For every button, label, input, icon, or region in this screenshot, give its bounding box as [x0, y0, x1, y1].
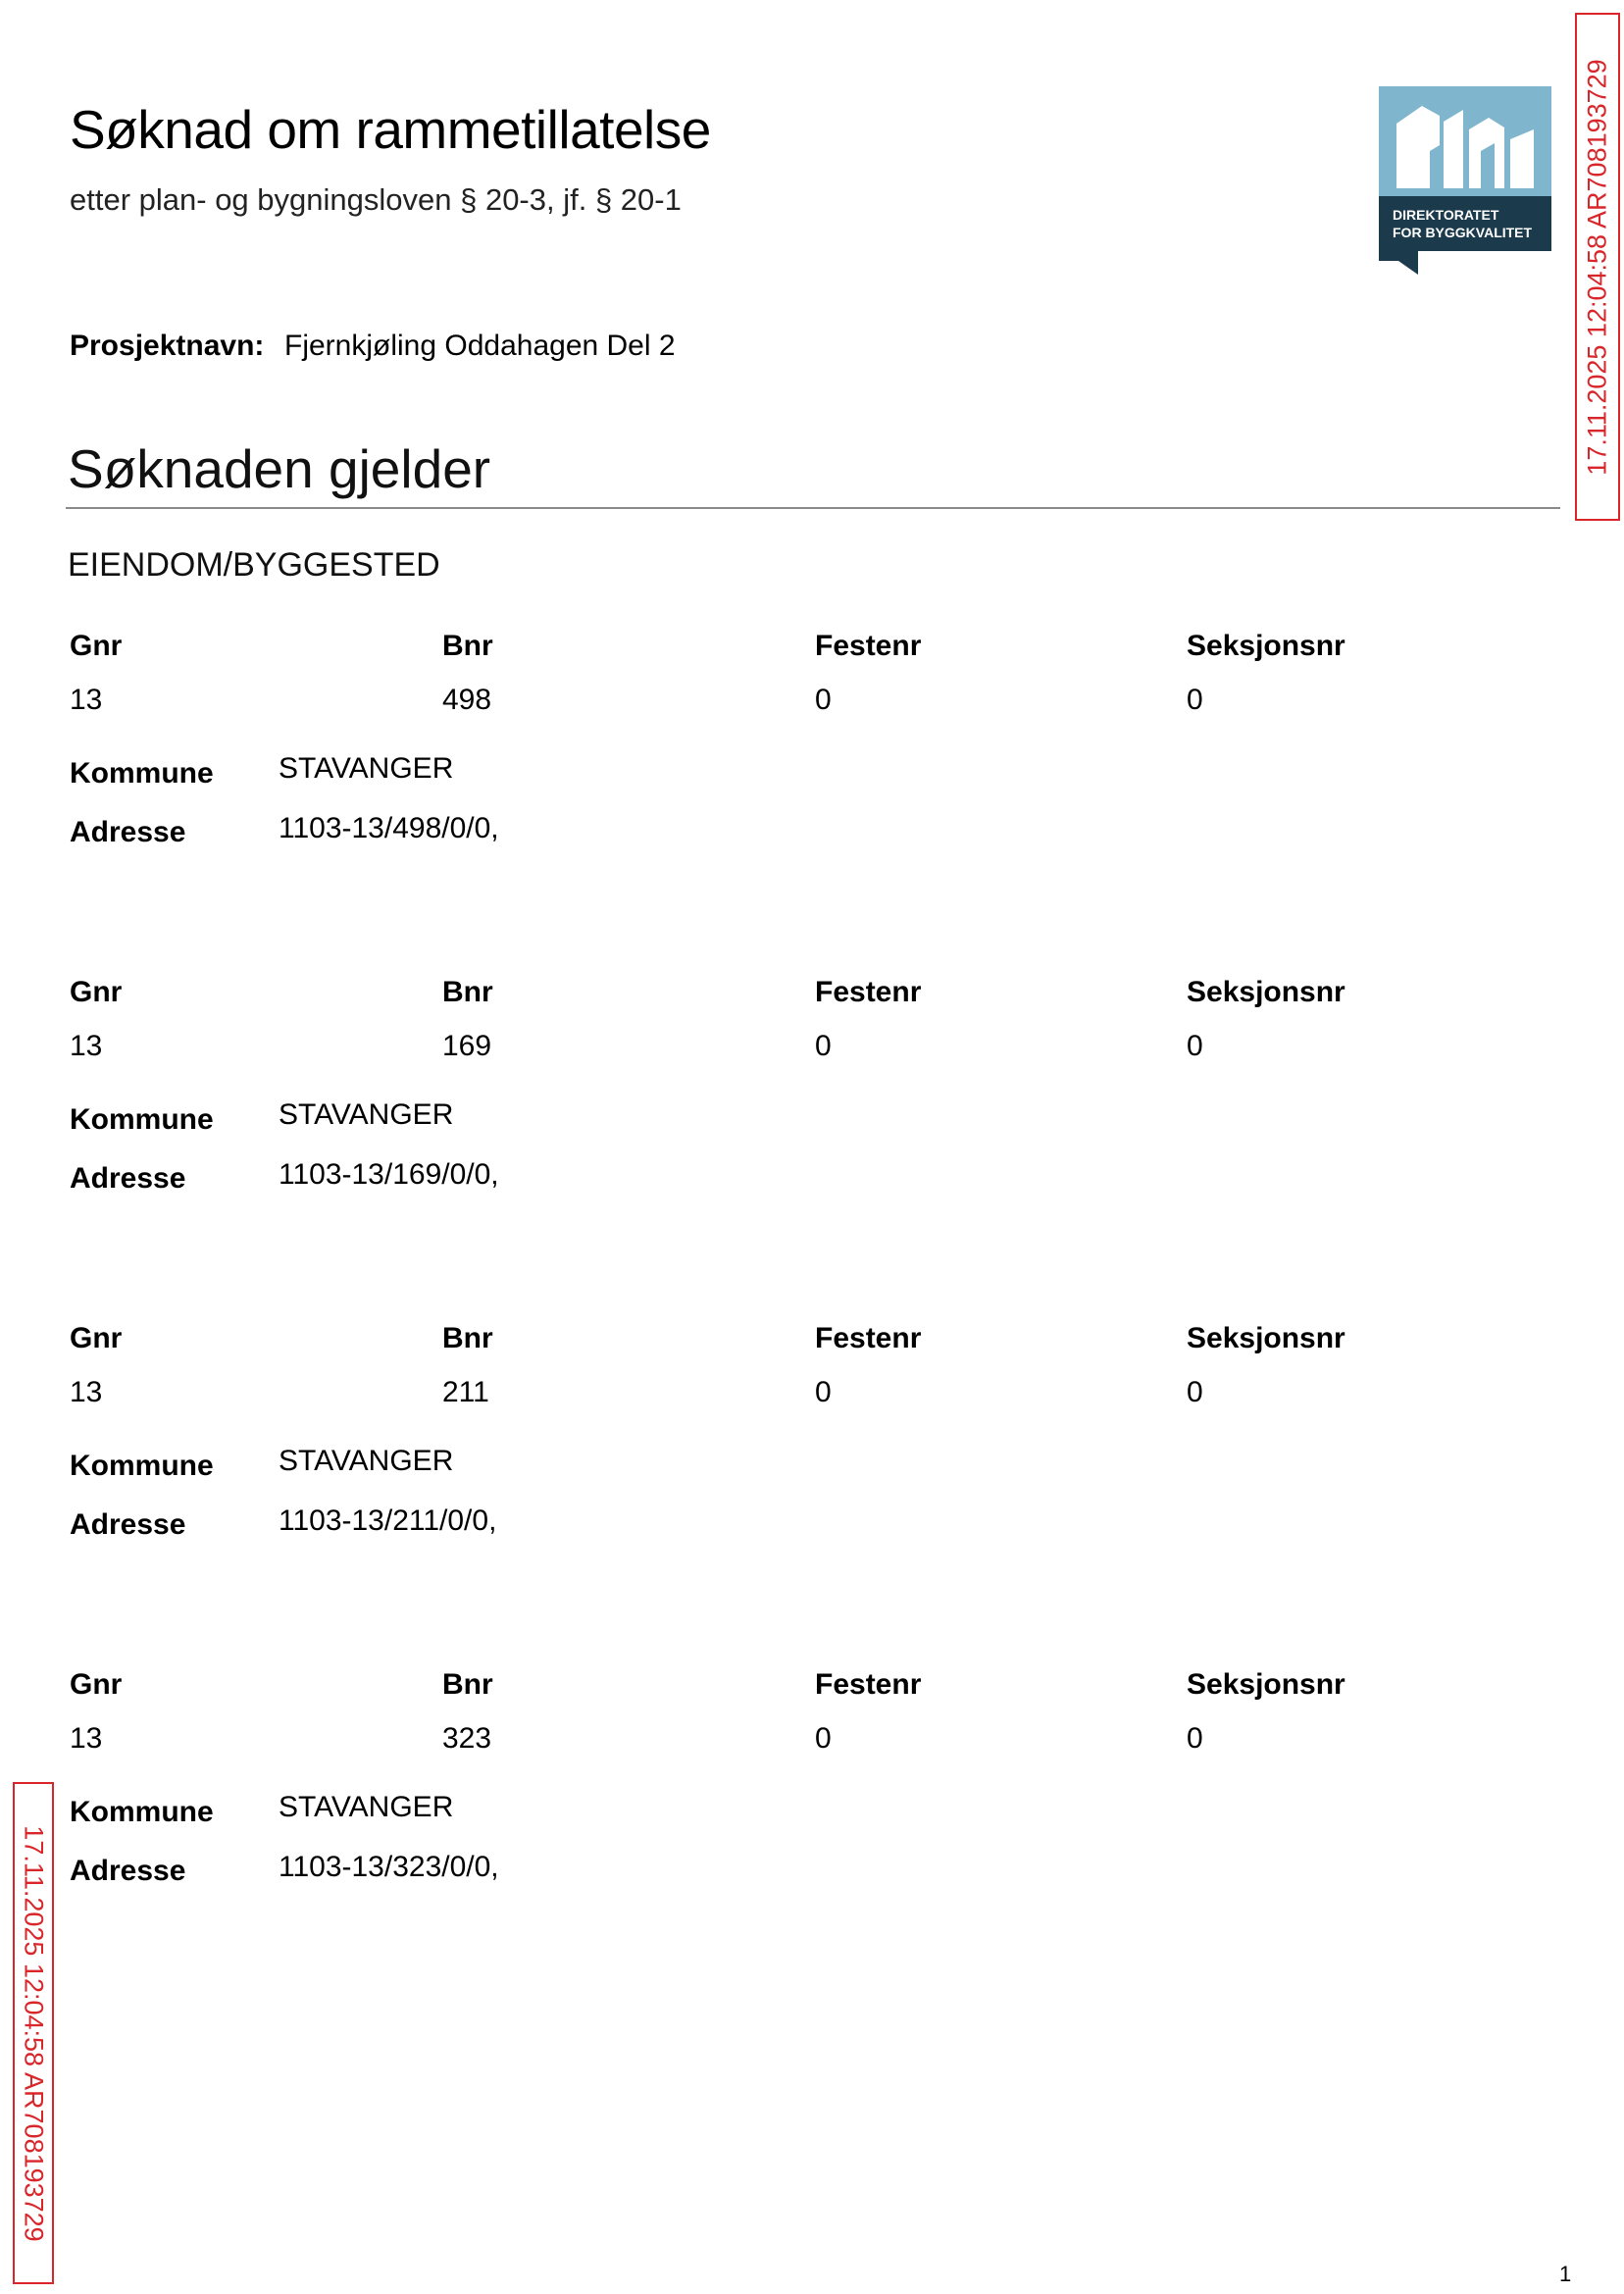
bnr-label: Bnr	[442, 630, 493, 662]
seksjonsnr-value: 0	[1187, 684, 1203, 716]
gnr-label: Gnr	[70, 630, 123, 662]
festenr-value: 0	[815, 1722, 832, 1755]
property-block	[70, 1322, 1443, 1577]
section-title: Søknaden gjelder	[68, 438, 491, 499]
adresse-label: Adresse	[70, 1855, 186, 1887]
adresse-label: Adresse	[70, 1508, 186, 1541]
festenr-value: 0	[815, 1376, 832, 1408]
adresse-value: 1103-13/211/0/0,	[279, 1504, 497, 1537]
festenr-label: Festenr	[815, 630, 922, 662]
seksjonsnr-value: 0	[1187, 1030, 1203, 1062]
gnr-label: Gnr	[70, 1322, 123, 1354]
logo-line1: DIREKTORATET	[1393, 207, 1499, 223]
property-block	[70, 976, 1443, 1231]
bnr-value: 498	[442, 684, 492, 716]
gnr-value: 13	[70, 1030, 103, 1062]
adresse-label: Adresse	[70, 1162, 186, 1195]
subsection-title: EIENDOM/BYGGESTED	[68, 546, 440, 584]
page-subtitle: etter plan- og bygningsloven § 20-3, jf. § 20-1	[70, 182, 682, 217]
property-block	[70, 630, 1443, 885]
adresse-value: 1103-13/323/0/0,	[279, 1851, 499, 1883]
section-divider	[66, 507, 1560, 509]
kommune-label: Kommune	[70, 1796, 214, 1828]
gnr-label: Gnr	[70, 1668, 123, 1701]
stamp-text: 17.11.2025 12:04:58 AR708193729	[19, 1824, 49, 2242]
building-logo-icon	[1379, 86, 1551, 275]
gnr-value: 13	[70, 1376, 103, 1408]
bnr-label: Bnr	[442, 1668, 493, 1701]
bnr-value: 323	[442, 1722, 492, 1755]
kommune-value: STAVANGER	[279, 1445, 454, 1477]
adresse-value: 1103-13/498/0/0,	[279, 812, 499, 844]
kommune-label: Kommune	[70, 1103, 214, 1136]
festenr-value: 0	[815, 1030, 832, 1062]
kommune-label: Kommune	[70, 757, 214, 790]
bnr-label: Bnr	[442, 976, 493, 1008]
gnr-label: Gnr	[70, 976, 123, 1008]
adresse-label: Adresse	[70, 816, 186, 848]
project-name-label: Prosjektnavn:	[70, 330, 265, 362]
timestamp-stamp-top	[1575, 13, 1620, 521]
bnr-label: Bnr	[442, 1322, 493, 1354]
bnr-value: 211	[442, 1376, 489, 1408]
stamp-text: 17.11.2025 12:04:58 AR708193729	[1582, 58, 1612, 476]
kommune-value: STAVANGER	[279, 1098, 454, 1131]
festenr-value: 0	[815, 684, 832, 716]
dibk-logo	[1379, 86, 1551, 275]
page-number: 1	[1559, 2262, 1572, 2286]
festenr-label: Festenr	[815, 1668, 922, 1701]
festenr-label: Festenr	[815, 1322, 922, 1354]
page-title: Søknad om rammetillatelse	[70, 99, 711, 160]
gnr-value: 13	[70, 1722, 103, 1755]
seksjonsnr-value: 0	[1187, 1376, 1203, 1408]
kommune-value: STAVANGER	[279, 752, 454, 785]
seksjonsnr-label: Seksjonsnr	[1187, 1668, 1345, 1701]
gnr-value: 13	[70, 684, 103, 716]
festenr-label: Festenr	[815, 976, 922, 1008]
timestamp-stamp-bottom	[13, 1782, 54, 2284]
seksjonsnr-label: Seksjonsnr	[1187, 1322, 1345, 1354]
logo-line2: FOR BYGGKVALITET	[1393, 225, 1533, 240]
bnr-value: 169	[442, 1030, 492, 1062]
seksjonsnr-label: Seksjonsnr	[1187, 976, 1345, 1008]
kommune-label: Kommune	[70, 1450, 214, 1482]
kommune-value: STAVANGER	[279, 1791, 454, 1823]
seksjonsnr-label: Seksjonsnr	[1187, 630, 1345, 662]
property-block	[70, 1668, 1443, 1923]
seksjonsnr-value: 0	[1187, 1722, 1203, 1755]
adresse-value: 1103-13/169/0/0,	[279, 1158, 499, 1191]
project-name-value: Fjernkjøling Oddahagen Del 2	[284, 330, 676, 362]
